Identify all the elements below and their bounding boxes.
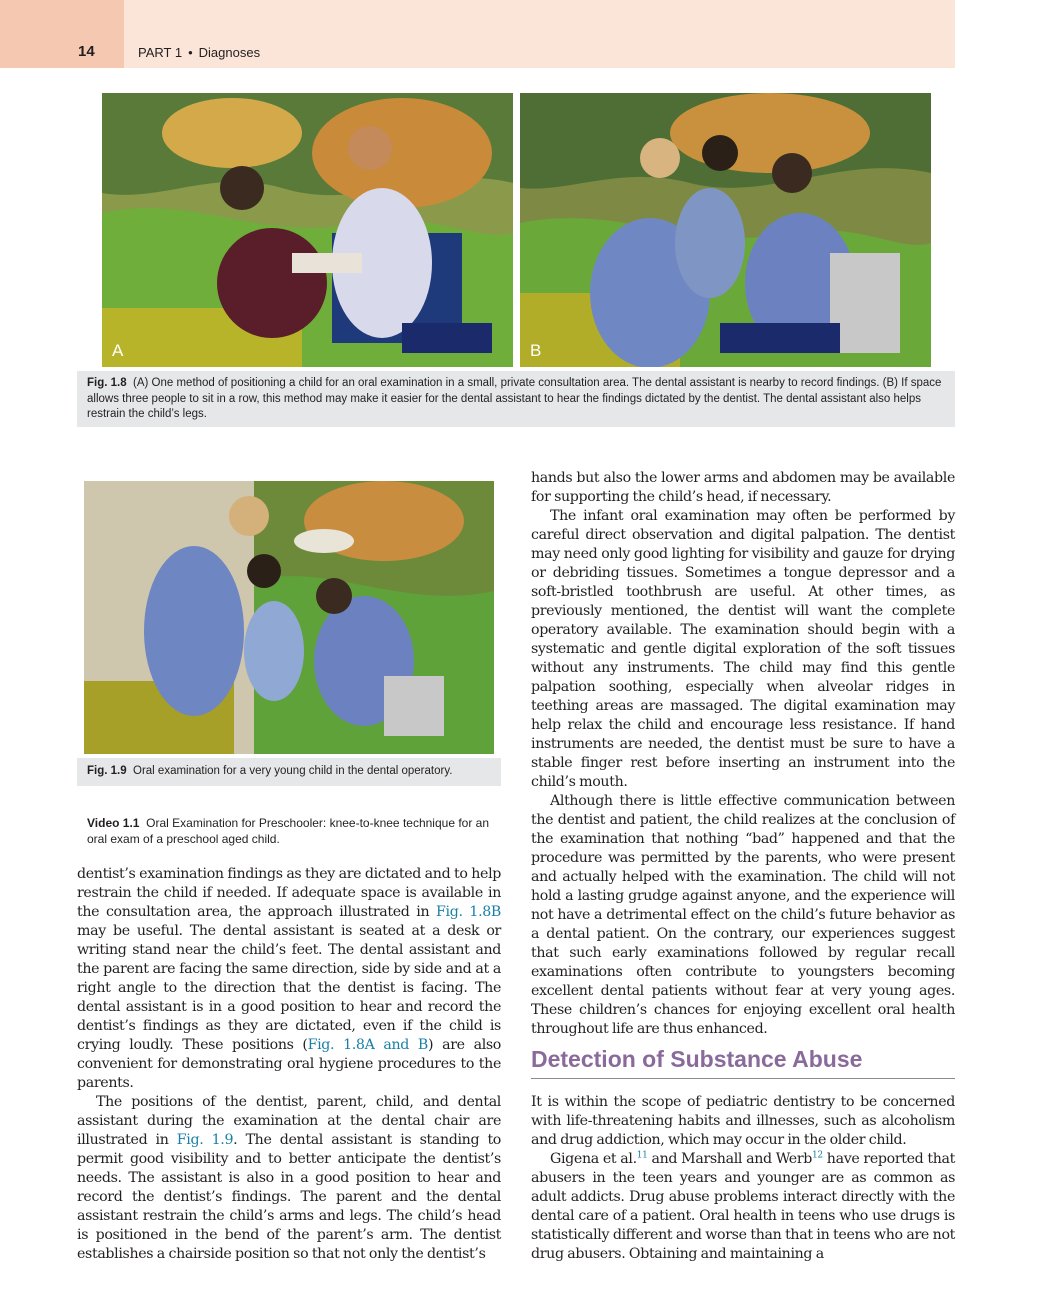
right-column-text: [531, 469, 955, 1039]
left-column-text: [77, 865, 501, 1264]
running-head: [138, 45, 260, 60]
figure-1-8-caption: [77, 371, 955, 427]
text-run: and Marshall and Werb: [647, 1151, 813, 1167]
figure-1-8b-photo: [520, 93, 931, 367]
paragraph: [77, 1093, 501, 1264]
photo-label-a: A: [112, 341, 124, 360]
text-run: The positions of the dentist, parent, child, and dental assistant during the examination at the dental chair are illustrated in: [77, 1094, 501, 1148]
text-run: have reported that abusers in the teen years and younger are as common as adult addicts. Drug abuse problems interact directly with the dental care of a patient. Oral health in teens who use drugs is statistically different and worse than that in teens who are not drug abusers. Obtaining and maintaining a: [531, 1151, 955, 1262]
page-number: 14: [78, 43, 95, 60]
paragraph: It is within the scope of pediatric dentistry to be concerned with life-threatening habits and illnesses, such as alcoholism and drug addiction, which may occur in the older child.: [531, 1094, 955, 1148]
text-run: ) are also convenient for demonstrating oral hygiene procedures to the parents.: [77, 1037, 502, 1091]
figure-1-9-photo: [84, 481, 494, 754]
figure-link[interactable]: Fig. 1.8B: [436, 904, 501, 920]
right-column-text-lower: [531, 1093, 955, 1264]
figure-link[interactable]: Fig. 1.9: [176, 1132, 234, 1148]
caption-text: Oral examination for a very young child in the dental operatory.: [133, 765, 453, 777]
page-number-box: [0, 0, 124, 68]
paragraph: [77, 865, 501, 1093]
paragraph: Although there is little effective communication between the dentist and patient, the child realizes at the conclusion of the examination that nothing “bad” happened and that the procedure was permitted by the parents, who were present and actually helped with the examination. The child will not hold a lasting grudge against anyone, and the experience will not have a detrimental effect on the child’s future behavior as a dental patient. On the contrary, our experiences suggest that such early examinations followed by regular recall examinations often contribute to youngsters becoming excellent dental patients without fear at very young ages. These children’s chances for enjoying excellent oral health throughout life are thus enhanced.: [531, 793, 955, 1037]
caption-text: (A) One method of positioning a child for an oral examination in a small, private consultation area. The dental assistant is nearby to record findings. (B) If space allows three people to sit in a row, this method may make it easier for the dental assistant to hear the findings dictated by the dentist. The dental assistant also helps restrain the child’s legs.: [87, 377, 942, 420]
part-label: PART 1: [138, 45, 183, 60]
paragraph: The infant oral examination may often be performed by careful direct observation and digital palpation. The dentist may need only good lighting for visibility and gauze for drying or debriding tissues. Sometimes a tongue depressor and a soft-bristled toothbrush are useful. At other times, as previously mentioned, the dentist will want the complete operatory available. The examination should begin with a systematic and gentle digital exploration of the soft tissues without any instruments. The child may find this gentle palpation soothing, especially when alveolar ridges in teething areas are massaged. The digital examination may help relax the child and encourage less resistance. If hand instruments are needed, the dentist must be sure to have a stable finger rest before inserting an instrument into the child’s mouth.: [531, 508, 955, 790]
paragraph: hands but also the lower arms and abdomen may be available for supporting the child’s head, if necessary.: [531, 470, 955, 505]
figure-link[interactable]: Fig. 1.8A and B: [307, 1037, 429, 1053]
section-heading: Detection of Substance Abuse: [531, 1046, 955, 1079]
text-run: . The dental assistant is standing to permit good visibility and to better anticipate the dentist’s needs. The assistant is also in a good position to hear and record the dentist’s findings. The parent and the dental assistant restrain the child’s arms and legs. The child’s head is positioned in the bend of the parent’s arm. The dentist establishes a chairside position so that not only the dentist’s: [77, 1132, 501, 1262]
text-run: Gigena et al.: [550, 1151, 637, 1167]
video-note[interactable]: [87, 815, 507, 847]
caption-id: Fig. 1.9: [87, 765, 127, 777]
reference-superscript[interactable]: 11: [636, 1150, 648, 1161]
section-label: Diagnoses: [198, 45, 261, 60]
photo-illustration: [520, 93, 931, 367]
caption-id: Fig. 1.8: [87, 377, 127, 389]
photo-illustration: [84, 481, 494, 754]
figure-1-8a-photo: [102, 93, 513, 367]
text-run: dentist’s examination findings as they are dictated and to help restrain the child if needed. If adequate space is available in the consultation area, the approach illustrated in: [77, 866, 501, 920]
video-id[interactable]: Video 1.1: [87, 816, 140, 830]
photo-label-b: B: [530, 341, 542, 360]
photo-illustration: [102, 93, 513, 367]
reference-superscript[interactable]: 12: [812, 1150, 823, 1161]
paragraph: [531, 1150, 955, 1264]
separator-dot: •: [188, 45, 193, 60]
text-run: may be useful. The dental assistant is seated at a desk or writing stand near the child’s feet. The dental assistant and the parent are facing the same direction, side by side and at a right angle to the direction that the dentist is facing. The dental assistant is in a good position to hear and record the dentist’s findings as they are dictated, even if the child is crying loudly. These positions (: [77, 923, 501, 1053]
video-text: Oral Examination for Preschooler: knee-to-knee technique for an oral exam of a preschool aged child.: [87, 816, 490, 846]
figure-1-9-caption: [77, 758, 501, 786]
